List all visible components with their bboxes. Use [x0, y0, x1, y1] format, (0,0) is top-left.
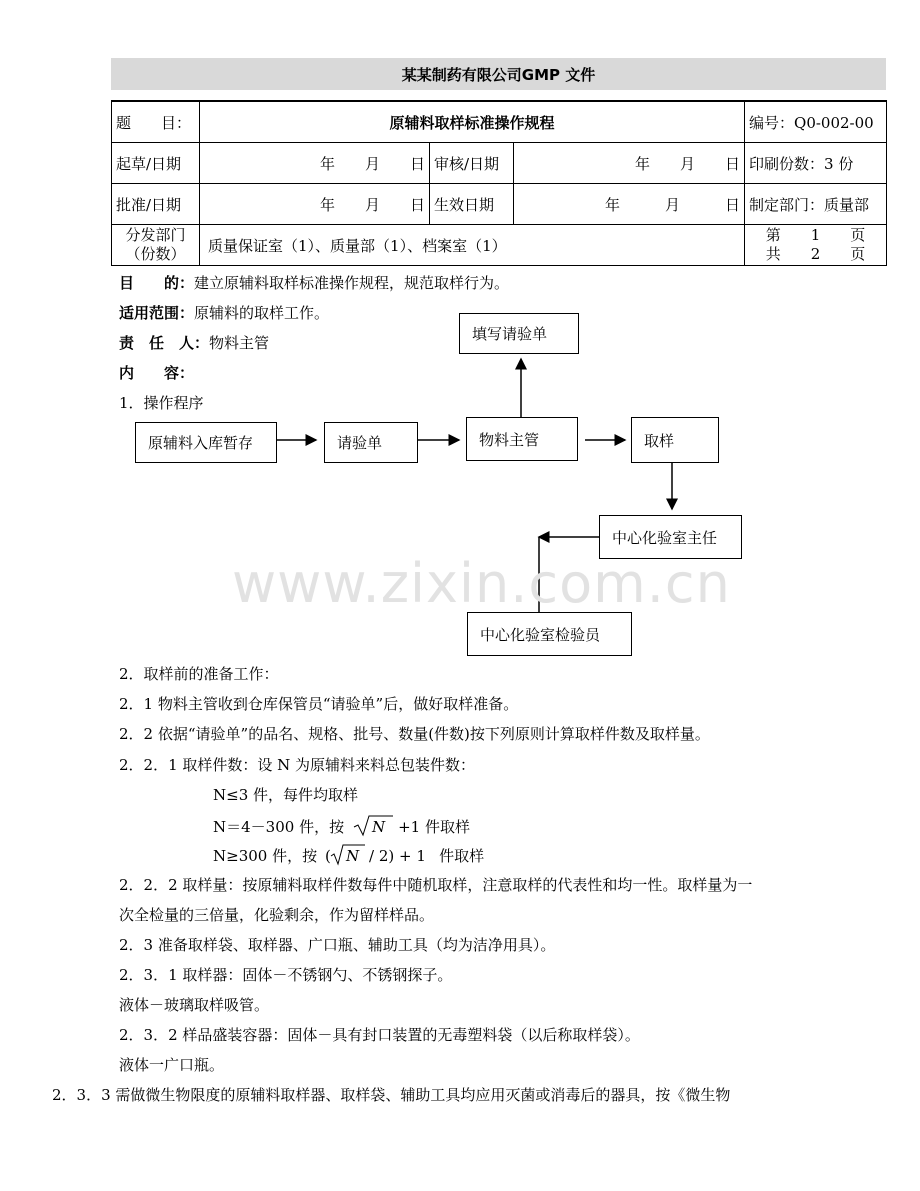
flow-sampling-label: 取样 — [644, 431, 675, 450]
section-2-2-2-line2: 次全检量的三倍量，化验剩余，作为留样样品。 — [119, 906, 435, 924]
section-2-3-1-liquid: 液体－玻璃取样吸管。 — [119, 996, 270, 1014]
section-2-2-2-line1: 2．2．2 取样量：按原辅料取样件数每件中随机取样，注意取样的代表性和均一性。取样量为一 — [119, 876, 753, 894]
section-2-3-1: 2．3．1 取样器：固体－不锈钢勺、不锈钢探子。 — [119, 966, 453, 984]
document-code: 编号：Q0-002-00 — [745, 101, 887, 143]
scope-label: 适用范围： — [119, 304, 195, 322]
owner-text: 物料主管 — [209, 334, 270, 352]
flow-lab-inspector-label: 中心化验室检验员 — [480, 625, 601, 644]
distribution-label-line1: 分发部门 — [125, 226, 186, 244]
title-label: 题 目： — [112, 101, 200, 143]
effective-date: 年 月 日 — [514, 184, 745, 225]
svg-text:N: N — [372, 818, 386, 836]
rule-3-prefix: N≥300 件，按 — [213, 846, 318, 865]
rule-3 — [213, 843, 484, 867]
section-1-heading: 1．操作程序 — [119, 394, 204, 412]
review-label: 审核/日期 — [430, 143, 514, 184]
flow-fill-request-label: 填写请验单 — [472, 325, 548, 343]
flow-storage — [135, 422, 277, 463]
distribution-value: 质量保证室（1）、质量部（1）、档案室（1） — [200, 225, 745, 266]
svg-text:N: N — [346, 847, 360, 865]
section-2-3: 2．3 准备取样袋、取样器、广口瓶、辅助工具（均为洁净用具）。 — [119, 936, 556, 954]
section-2-2: 2．2 依据“请验单”的品名、规格、批号、数量(件数)按下列原则计算取样件数及取样量。 — [119, 725, 710, 743]
scope-text: 原辅料的取样工作。 — [194, 304, 330, 322]
section-2-3-2: 2．3．2 样品盛装容器：固体－具有封口装置的无毒塑料袋（以后称取样袋）。 — [119, 1026, 640, 1044]
issuing-department: 制定部门：质量部 — [745, 184, 887, 225]
page-number: 第 1 页 — [765, 226, 866, 244]
owner-label: 责 任 人： — [119, 334, 210, 352]
watermark: www.zixin.com.cn — [232, 552, 731, 615]
section-2-3-3: 2．3．3 需做微生物限度的原辅料取样器、取样袋、辅助工具均应用灭菌或消毒后的器具，按《微生物 — [52, 1086, 731, 1104]
section-2-2-1: 2．2．1 取样件数：设 N 为原辅料来料总包装件数： — [119, 756, 476, 774]
draft-label: 起草/日期 — [112, 143, 200, 184]
flow-request — [324, 422, 418, 463]
document-title: 原辅料取样标准操作规程 — [200, 101, 745, 143]
svg-text:(: ( — [325, 847, 331, 865]
print-copies: 印刷份数：3 份 — [745, 143, 887, 184]
rule-3-suffix: 件取样 — [439, 846, 485, 865]
flow-request-label: 请验单 — [337, 434, 383, 452]
flow-material-manager-label: 物料主管 — [479, 430, 540, 449]
content-label: 内 容： — [119, 364, 195, 382]
page-total: 共 2 页 — [765, 245, 866, 263]
draft-date: 年 月 日 — [200, 143, 430, 184]
sqrt-n-formula — [352, 814, 394, 838]
rule-1: N≤3 件，每件均取样 — [213, 786, 359, 804]
effective-label: 生效日期 — [430, 184, 514, 225]
review-date: 年 月 日 — [514, 143, 745, 184]
rule-2 — [213, 814, 470, 838]
rule-2-suffix: +1 件取样 — [398, 817, 470, 836]
approve-label: 批准/日期 — [112, 184, 200, 225]
company-title: 某某制药有限公司GMP 文件 — [111, 58, 886, 90]
purpose-text: 建立原辅料取样标准操作规程，规范取样行为。 — [194, 274, 510, 292]
flow-material-manager — [466, 417, 578, 461]
flow-lab-director-label: 中心化验室主任 — [612, 528, 718, 547]
sqrt-n-half-formula — [325, 843, 435, 867]
section-2-heading: 2．取样前的准备工作： — [119, 665, 279, 683]
distribution-label-line2: （份数） — [125, 245, 186, 263]
purpose-label: 目 的： — [119, 274, 195, 292]
section-2-3-2-liquid: 液体一广口瓶。 — [119, 1056, 225, 1074]
section-2-1: 2．1 物料主管收到仓库保管员“请验单”后，做好取样准备。 — [119, 695, 519, 713]
flow-fill-request — [459, 313, 579, 354]
flow-lab-inspector — [467, 612, 632, 656]
flow-sampling — [631, 417, 719, 463]
approve-date: 年 月 日 — [200, 184, 430, 225]
flow-storage-label: 原辅料入库暂存 — [148, 434, 254, 452]
svg-text:/ 2) + 1: / 2) + 1 — [369, 847, 426, 865]
rule-2-prefix: N＝4－300 件，按 — [213, 817, 345, 836]
